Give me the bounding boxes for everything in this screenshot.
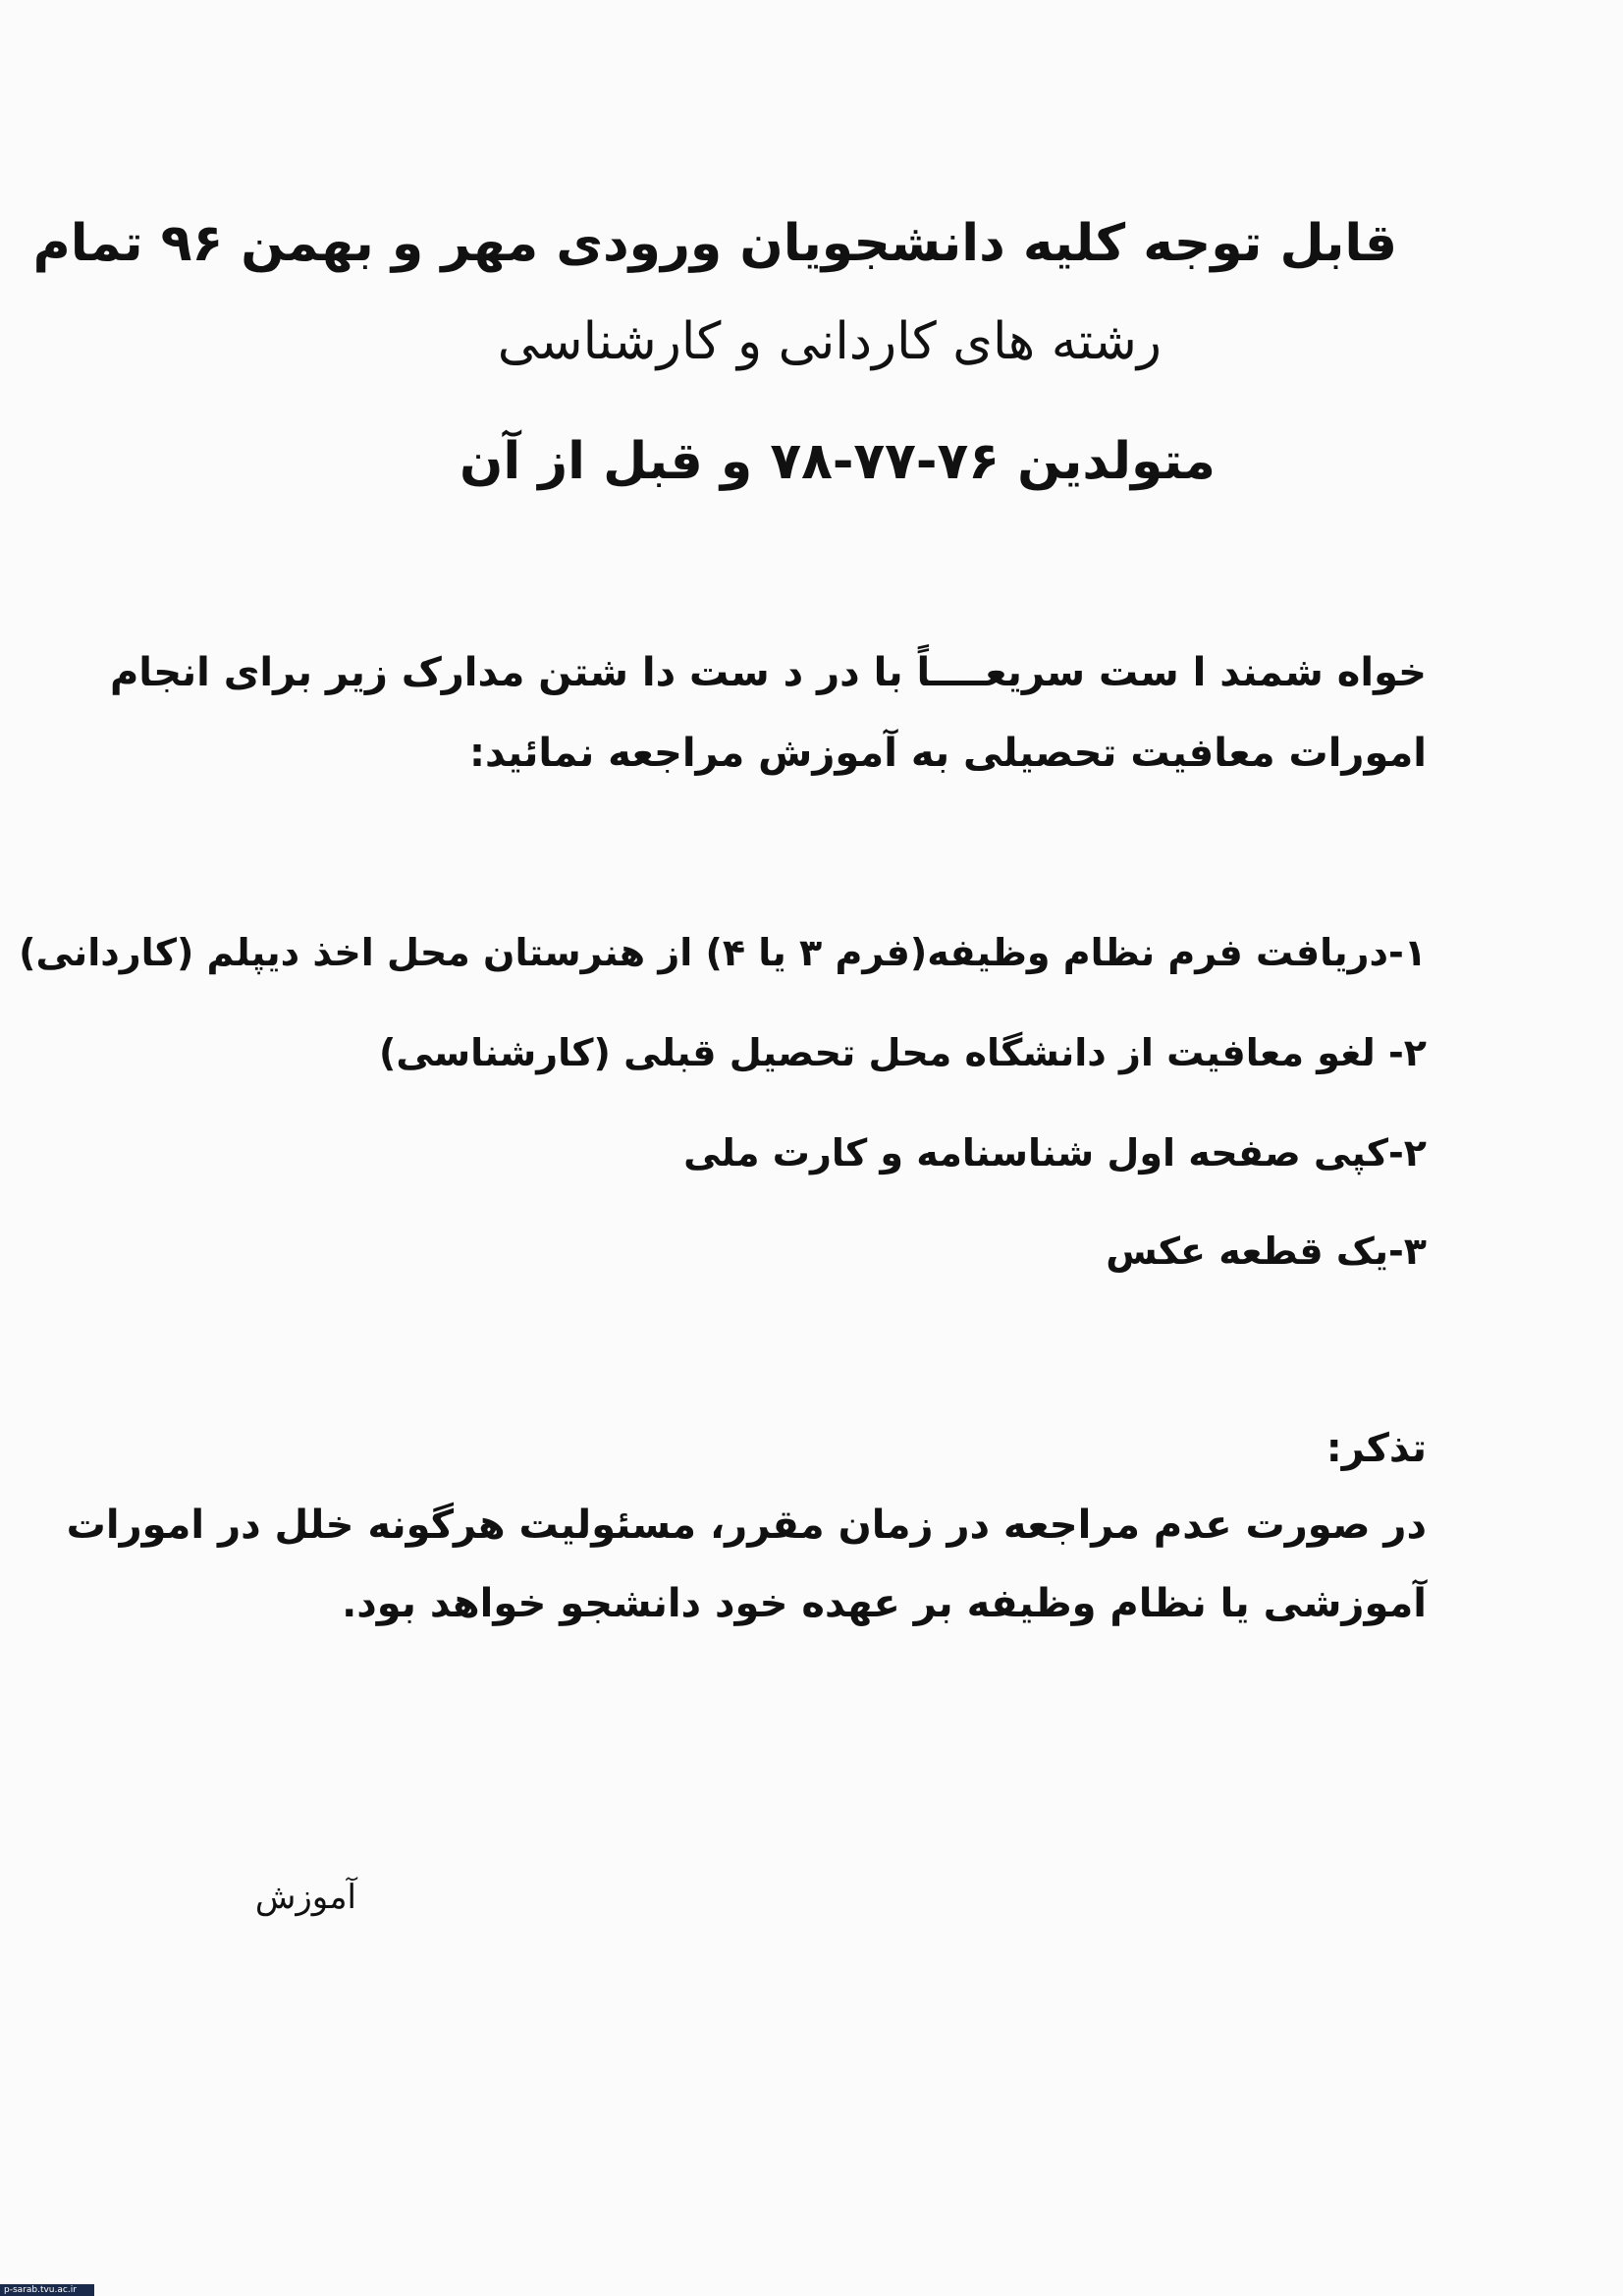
requirement-item-4: ۳-یک قطعه عکس	[1106, 1230, 1427, 1273]
note-heading: تذکر:	[1325, 1426, 1427, 1471]
title-line-2: رشته های کاردانی و کارشناسی	[497, 312, 1162, 371]
intro-line-2: امورات معافیت تحصیلی به آموزش مراجعه نمائید:	[468, 731, 1427, 776]
requirement-item-3: ۲-کپی صفحه اول شناسنامه و کارت ملی	[683, 1131, 1427, 1175]
requirement-item-1: ۱-دریافت فرم نظام وظیفه(فرم ۳ یا ۴) از هنرستان محل اخذ دیپلم (کاردانی)	[19, 931, 1427, 974]
site-watermark: p-sarab.tvu.ac.ir	[0, 2284, 94, 2296]
note-line-1: در صورت عدم مراجعه در زمان مقرر، مسئولیت هرگونه خلل در امورات	[66, 1503, 1427, 1548]
signature: آموزش	[254, 1878, 356, 1917]
title-line-3: متولدین ۷۶-۷۷-۷۸ و قبل از آن	[459, 432, 1216, 491]
note-line-2: آموزشی یا نظام وظیفه بر عهده خود دانشجو خواهد بود.	[342, 1581, 1427, 1626]
intro-line-1: خواه شمند ا ست سریعــــاً با در د ست دا شتن مدارک زیر برای انجام	[109, 650, 1427, 695]
requirement-item-2: ۲- لغو معافیت از دانشگاه محل تحصیل قبلی (کارشناسی)	[378, 1031, 1427, 1074]
title-line-1: قابل توجه کلیه دانشجویان ورودی مهر و بهمن ۹۶ تمام	[32, 214, 1397, 273]
